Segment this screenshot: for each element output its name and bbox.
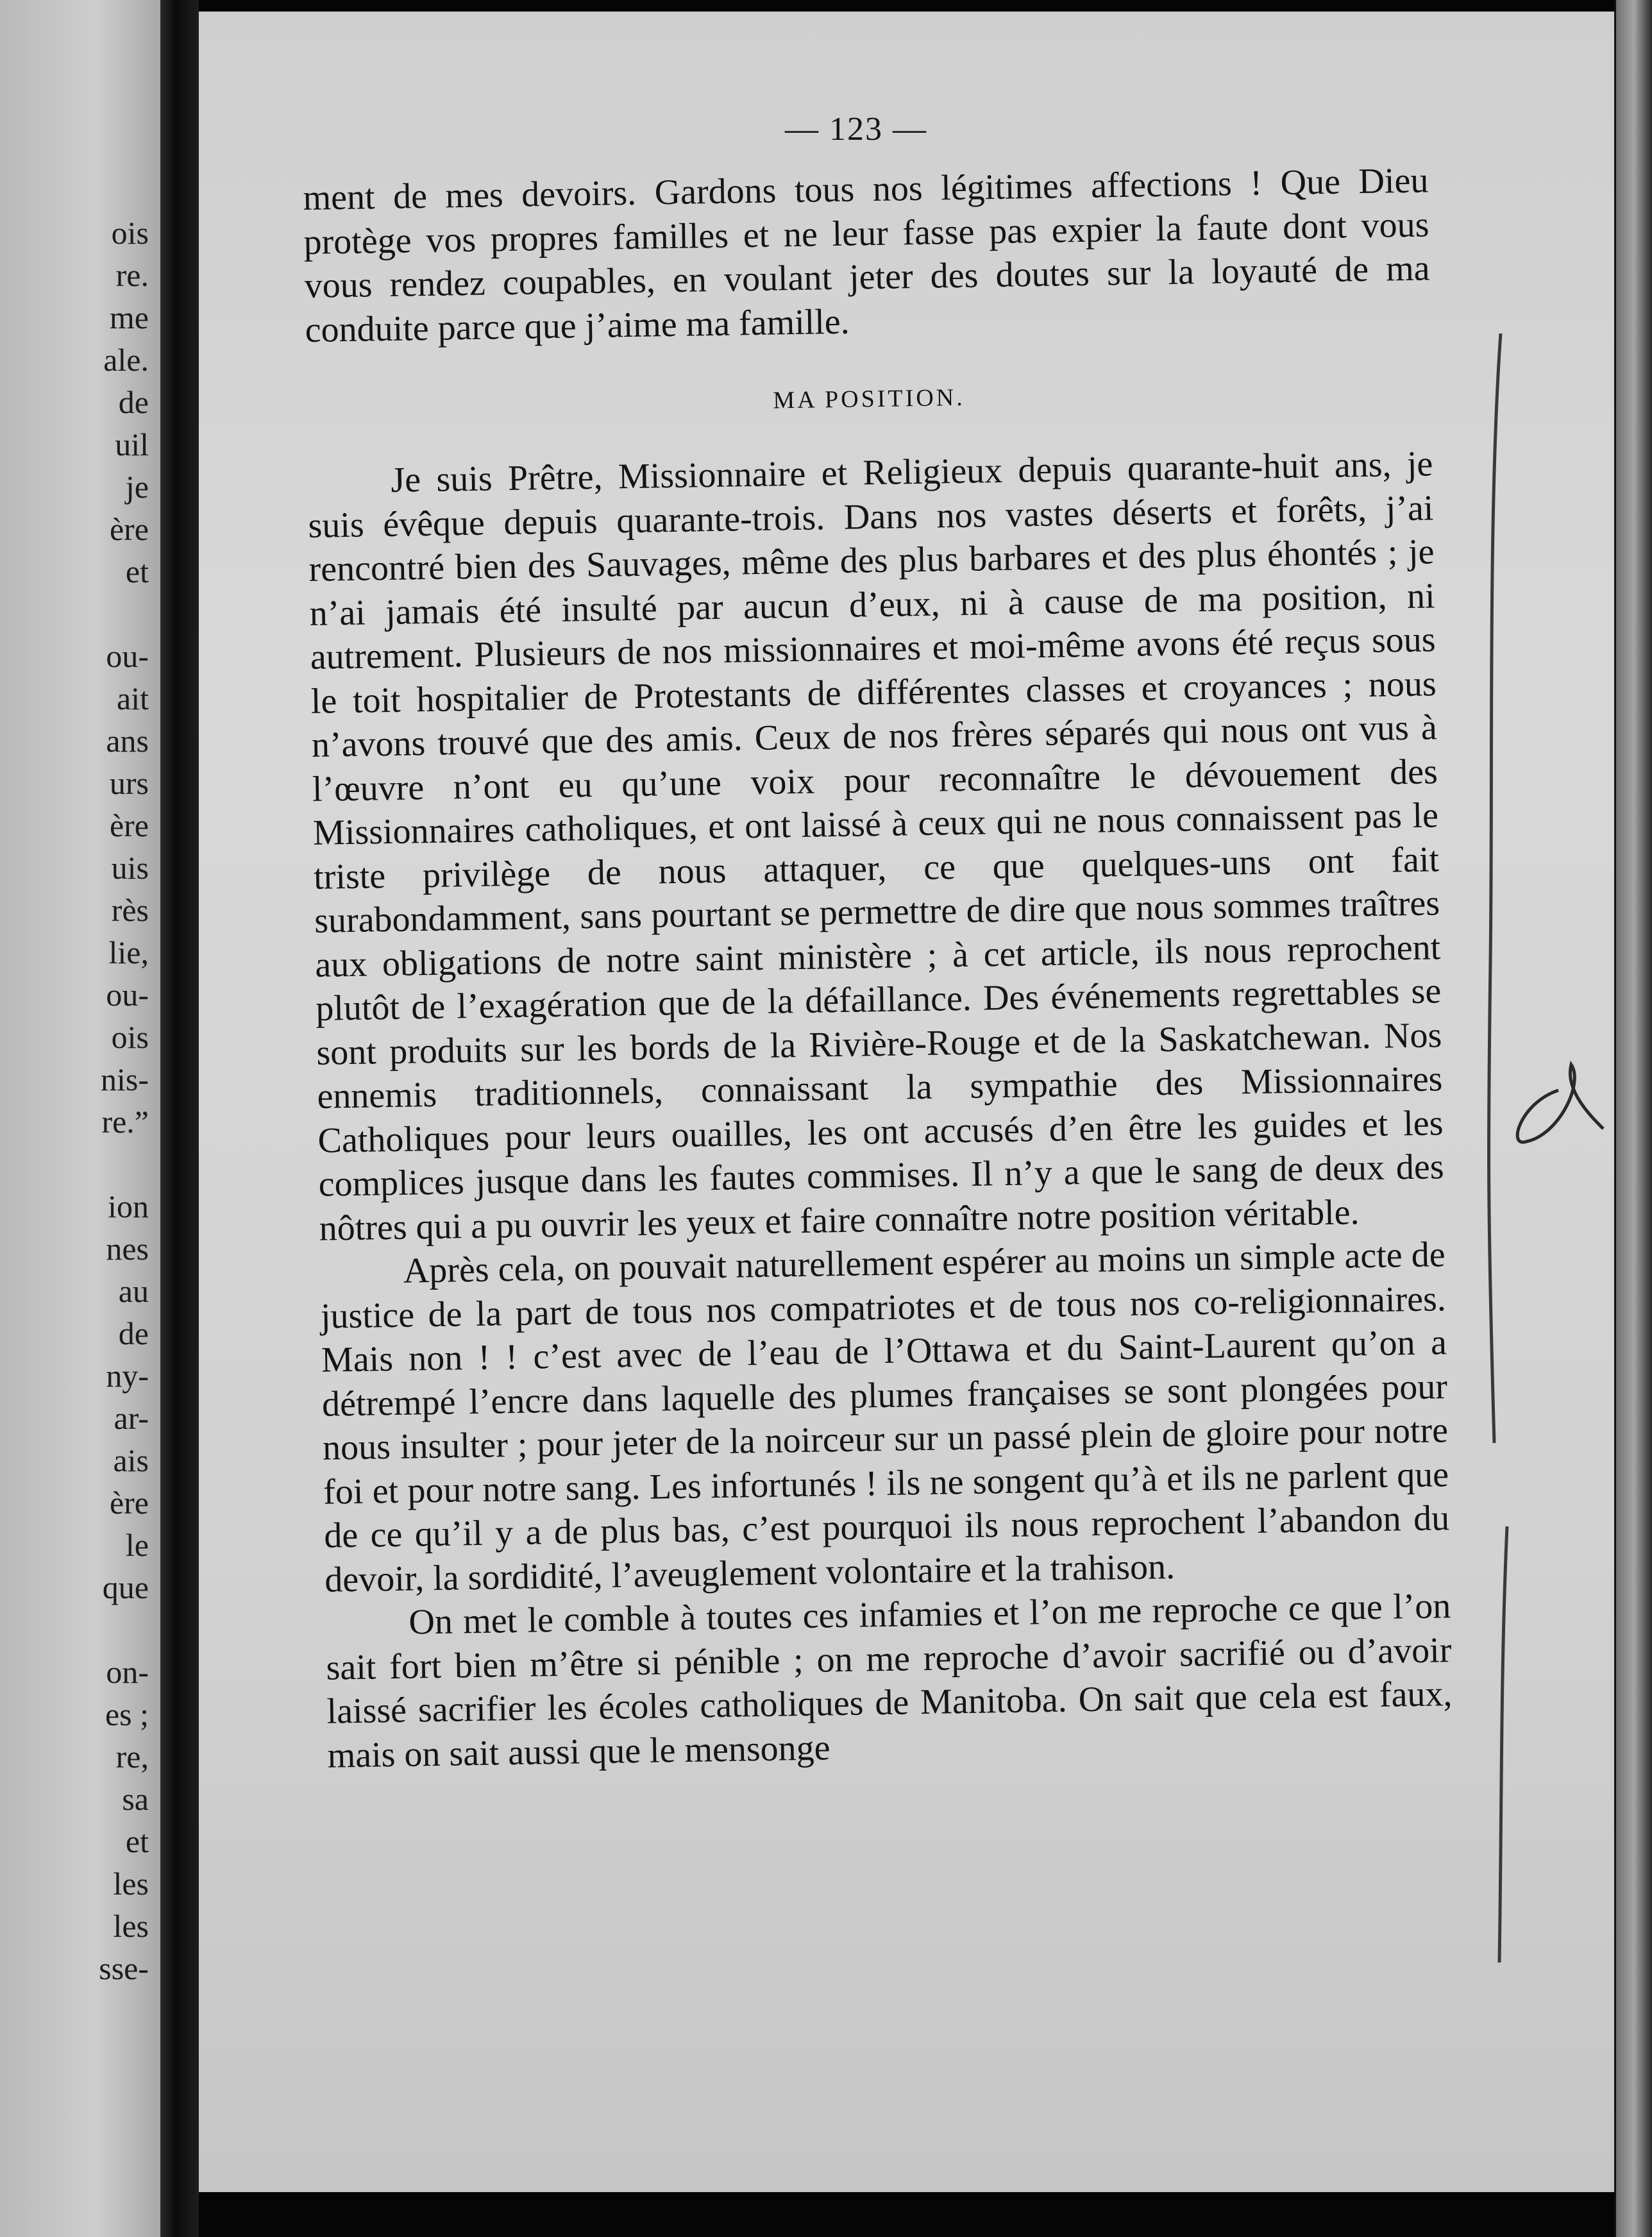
facing-page-line: de <box>118 1315 149 1351</box>
page-edge <box>1616 0 1652 2237</box>
facing-page-fragment <box>0 0 160 2237</box>
facing-page-line: uil <box>115 426 149 462</box>
facing-page-line: ou- <box>106 638 149 674</box>
paragraph: On met le comble à toutes ces infamies et l’on me reproche ce que l’on sait fort bien m’être si pénible ; on me reproche d’avoir sacrifié ou d’avoir laissé sacrifier les écoles catholiques de Manitoba. On sait que cela est faux, mais on sait aussi que le mensonge <box>326 1586 1453 1776</box>
facing-page-line: re, <box>115 1739 149 1775</box>
section-heading: MA POSITION. <box>773 384 965 414</box>
facing-page-line: et <box>125 1823 149 1859</box>
facing-page-line: rès <box>111 892 149 928</box>
facing-page-line: je <box>125 469 149 505</box>
facing-page-line: ion <box>108 1188 149 1224</box>
book-gutter <box>160 0 199 2237</box>
facing-page-line: les <box>113 1908 149 1944</box>
page-body <box>303 158 1453 1777</box>
facing-page-line: ère <box>109 1485 149 1521</box>
facing-page-line: ait <box>117 680 149 716</box>
facing-page-line: le <box>125 1527 149 1563</box>
facing-page-line: re.” <box>101 1104 149 1140</box>
facing-page-line: me <box>109 300 149 335</box>
facing-page-line: ois <box>111 1019 149 1055</box>
facing-page-line: et <box>125 553 149 589</box>
facing-page-line: urs <box>109 765 149 801</box>
facing-page-line: que <box>102 1569 149 1605</box>
facing-page-line: lie, <box>108 934 149 970</box>
facing-page-line: ale. <box>103 342 149 378</box>
facing-page-line: es ; <box>105 1696 149 1732</box>
facing-page-line: les <box>113 1866 149 1902</box>
facing-page-line: re. <box>115 257 149 293</box>
paragraph: Après cela, on pouvait naturellement espérer au moins un simple acte de justice de la part de tous nos compatriotes et de tous nos co-religionnaires. Mais non ! ! c’est avec de l’eau de l’Ottawa et du Saint-Laurent qu’on a détrempé l’encre dans laquelle des plumes françaises se sont plongées pour nous insulter ; pour jeter de la noirceur sur un passé plein de gloire pour notre foi et pour notre sang. Les infortunés ! ils ne songent qu’à et ils ne parlent que de ce qu’il y a de plus bas, c’est pourquoi ils nous reprochent l’abandon du devoir, la sordidité, l’aveuglement volontaire et la trahison. <box>320 1235 1450 1600</box>
facing-page-line: au <box>118 1273 149 1309</box>
facing-page-line: ar- <box>114 1400 149 1436</box>
facing-page-line: ans <box>106 723 149 759</box>
facing-page-line: ère <box>109 807 149 843</box>
facing-page-line: ois <box>111 215 149 251</box>
facing-page-line: nes <box>106 1231 149 1267</box>
facing-page-line: sa <box>122 1781 149 1817</box>
paragraph: Je suis Prêtre, Missionnaire et Religieux depuis quarante-huit ans, je suis évêque depuis quarante-trois. Dans nos vastes déserts et forêts, j’ai rencontré bien des Sauvages, même des plus barbares et des plus éhontés ; je n’ai jamais été insulté par aucun d’eux, ni à cause de ma position, ni autrement. Plusieurs de nos missionnaires et moi-même avons été reçus sous le toit hospitalier de Protestants de différentes classes et croyances ; nous n’avons trouvé que des amis. Ceux de nos frères séparés qui nous ont vus à l’œuvre n’ont eu qu’une voix pour reconnaître le dévouement des Missionnaires catholiques, et ont laissé à ceux qui ne nous connaissent pas le triste privilège de nous attaquer, ce que quelques-uns ont fait surabondamment, sans pourtant se permettre de dire que nous sommes traîtres aux obligations de notre saint ministère ; à cet article, ils nous reprochent plutôt de l’exagération que de la défaillance. Des événements regrettables se sont produits sur les bords de la Rivière-Rouge et de la Saskatchewan. Nos ennemis traditionnels, connaissant la sympathie des Missionnaires Catholiques pour leurs ouailles, les ont accusés d’en être les guides et les complices jusque dans les fautes commises. Il n’y a que le sang de deux des nôtres qui a pu ouvrir les yeux et faire connaître notre position véritable. <box>308 444 1444 1249</box>
facing-page-line: uis <box>111 850 149 886</box>
facing-page-line: nis- <box>101 1061 149 1097</box>
paragraph-continuation: ment de mes devoirs. Gardons tous nos légitimes affections ! Que Dieu protège vos propres familles et ne leur fasse pas expier la faute dont vous vous rendez coupables, en voulant jeter des doutes sur la loyauté de ma conduite parce que j’aime ma famille. <box>303 160 1430 350</box>
facing-page-line: sse- <box>99 1950 149 1986</box>
facing-page-line: de <box>118 384 149 420</box>
facing-page-line: ais <box>113 1442 149 1478</box>
facing-page-line: ny- <box>106 1358 149 1394</box>
facing-page-line: on- <box>106 1654 149 1690</box>
facing-page-line: ère <box>109 511 149 547</box>
facing-page-line: ou- <box>106 977 149 1013</box>
page-number: — 123 — <box>785 111 927 148</box>
